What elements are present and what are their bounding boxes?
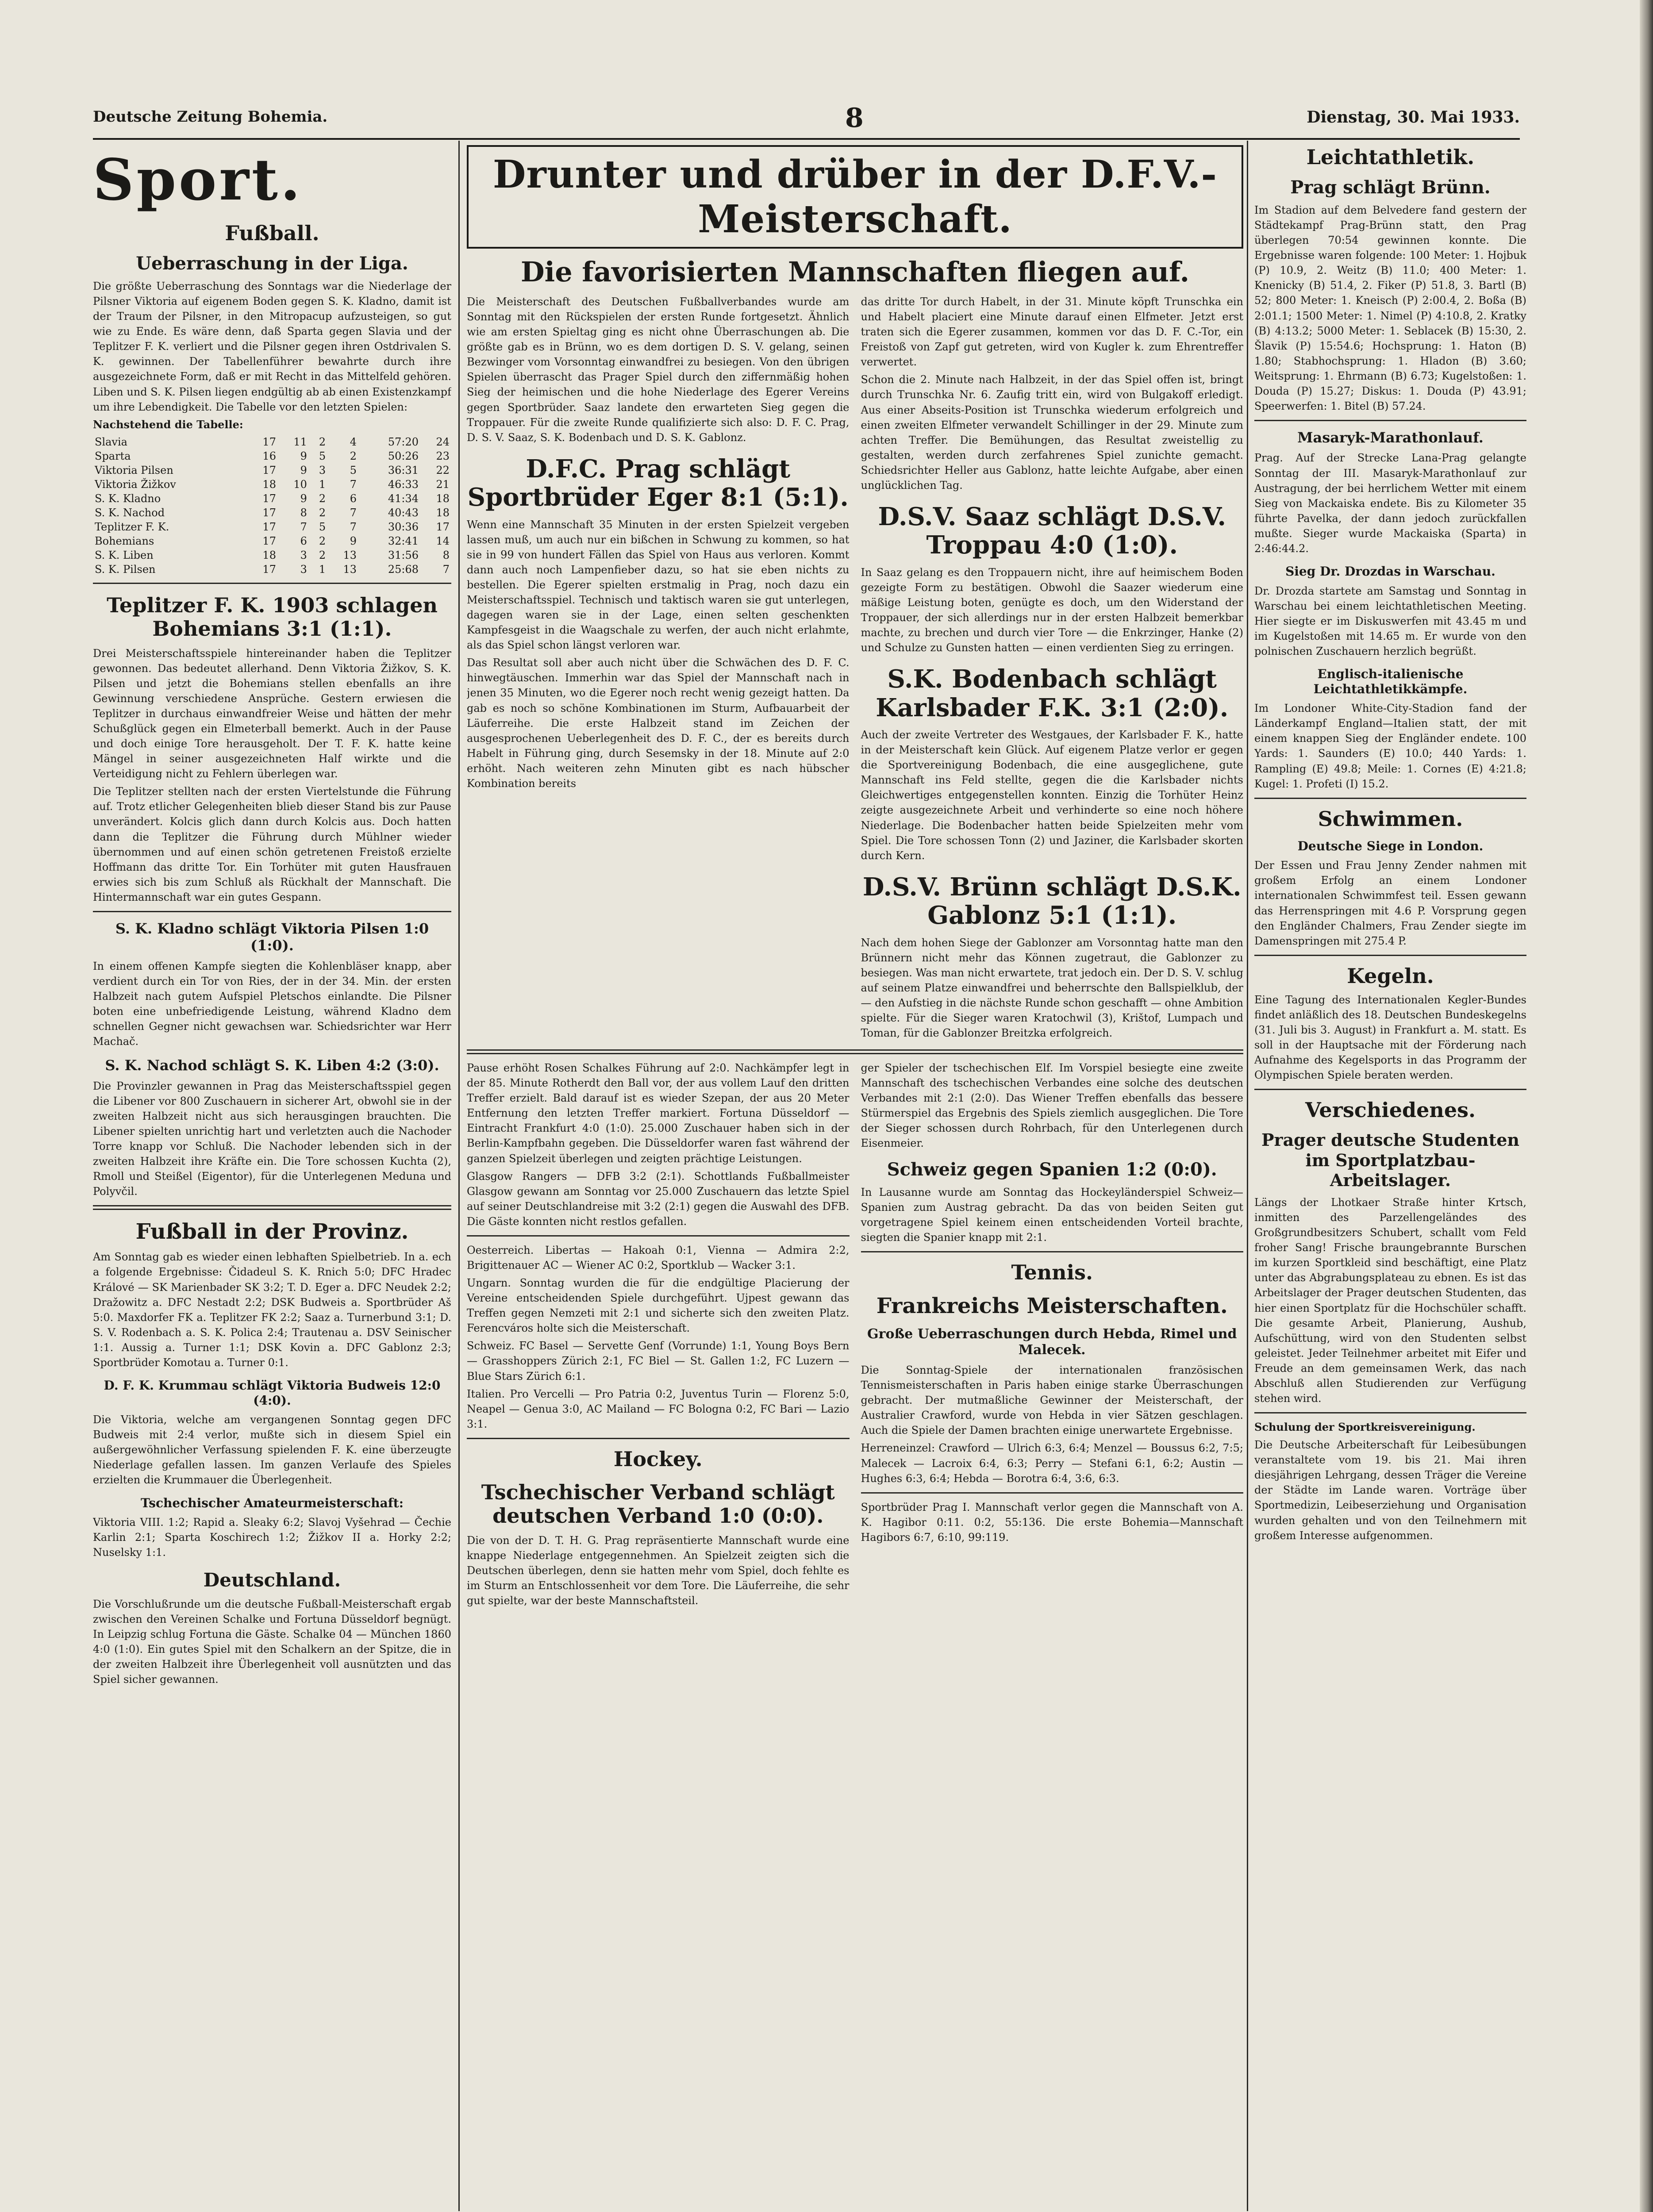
banner-subtitle: Die favorisierten Mannschaften fliegen auf. [520, 256, 1190, 288]
table-cell: 41:34 [388, 492, 419, 505]
school-body: Die Deutsche Arbeiterschaft für Leibesübungen veranstaltete vom 19. bis 21. Mai ihren diesjährigen Lehrgang, dessen Träger die Vereine der Städte im Lande waren. Vorträge über Sportmedizin, Leibeserziehung und Organisation wurden gehalten und von den Teilnehmern mit großem Interesse aufgenommen. [1254, 1439, 1526, 1542]
divider [1254, 955, 1526, 956]
section-title-sport: Sport. [93, 147, 303, 213]
headline-bodenbach: S.K. Bodenbach schlägt Karlsbader F.K. 3:1 (2:0). [876, 664, 1229, 722]
table-cell: 18 [262, 549, 276, 561]
table-cell: 5 [319, 449, 326, 462]
table-cell: 32:41 [388, 534, 419, 547]
divider-double [467, 1049, 1243, 1054]
table-cell: 18 [436, 506, 450, 519]
headline-teplitz: Teplitzer F. K. 1903 schlagen Bohemians 3:1 (1:1). [107, 593, 438, 641]
london-body: Der Essen und Frau Jenny Zender nahmen mit großem Erfolg an einem Londoner internationalen Schwimmfest teil. Essen gewann das Herrenspringen mit 4.6 P. Vorsprung gegen den Engländer Chalmers, Frau Zender siegte im Damenspringen mit 275.4 P. [1254, 859, 1526, 947]
footer-result: Sportbrüder Prag I. Mannschaft verlor gegen die Mannschaft von A. K. Hagibor 0:11. 0:2, 55:136. Die erste Bohemia—Mannschaft Hagibors 6:7, 6:10, 99:119. [861, 1501, 1243, 1544]
bruenn-body: Nach dem hohen Siege der Gablonzer am Vorsonntag hatte man den Brünnern nicht mehr das Können zugetraut, die Gablonzer zu besiegen. Was man nicht erwartete, trat jedoch ein. Der D. S. V. schlug auf seinem Platze einwandfrei und beherrschte den Ballspielklub, der — den Aufstieg in die nächste Runde schon geschafft — ohne Ambition spielte. Für die Sieger waren Kratochwil (3), Krištof, Lumpach und Toman, für die Gablonzer Breitzka erfolgreich. [861, 936, 1243, 1039]
hungary-results: Ungarn. Sonntag wurden die für die endgültige Placierung der Vereine entscheidenden Spiele durchgeführt. Ujpest gewann das Treffen gegen Nemzeti mit 2:1 und sicherte sich den zweiten Platz. Ferencváros holte sich die Meisterschaft. [467, 1277, 850, 1335]
austria-results: Oesterreich. Libertas — Hakoah 0:1, Vienna — Admira 2:2, Brigittenauer AC — Wiener AC 0:2, Sportklub — Wacker 3:1. [467, 1244, 850, 1272]
divider [861, 1251, 1244, 1252]
table-cell: 2 [319, 435, 326, 448]
center-upper-right [861, 294, 1244, 1043]
team-name: S. K. Nachod [95, 506, 165, 519]
table-cell: 22 [436, 464, 450, 476]
center-upper-left [467, 294, 850, 1043]
paper-name: Deutsche Zeitung Bohemia. [93, 108, 328, 126]
table-caption: Nachstehend die Tabelle: [93, 418, 243, 431]
saaz-body: In Saaz gelang es den Troppauern nicht, ihre auf heimischem Boden gezeigte Form zu bestätigen. Obwohl die Saazer wiederum eine mäßige Leistung boten, genügte es doch, um den Widerstand der Troppauer, der sich allerdings nur in der ersten Halbzeit bemerkbar machte, zu brechen und durch vier Tore — die Enkrzinger, Hanke (2) und Schulze zu Gunsten hatten — einen verdienten Sieg zu erringen. [861, 566, 1243, 654]
banner-headline: Drunter und drüber in der D.F.V.-Meisterschaft. [467, 145, 1243, 249]
table-row [93, 435, 451, 449]
table-row [93, 463, 451, 477]
headline-hockey: Tschechischer Verband schlägt deutschen Verband 1:0 (0:0). [481, 1480, 835, 1528]
team-name: S. K. Liben [95, 549, 154, 561]
dfc-body-4: Schon die 2. Minute nach Halbzeit, in der das Spiel offen ist, bringt durch Trunschka Nr. 6. Zaufig tritt ein, wird von Bulgakoff erledigt. Aus einer Abseits-Position ist Trunschka wiederum erfolgreich und einen zweiten Elfmeter verwandelt Schillinger in der 29. Minute zum achten Treffer. Die Bemühungen, das Resultat zweistellig zu gestalten, werden durch zerfahrenes Spiel zunichte gemacht. Schiedsrichter Heller aus Gablonz, hatte leichte Aufgabe, aber einen unglücklichen Tag. [861, 373, 1243, 492]
krummau-body: Die Viktoria, welche am vergangenen Sonntag gegen DFC Budweis mit 2:4 verlor, mußte sich in diesem Spiel ein außergewöhnlicher Verfassung spielenden F. K. eine überzeugte Niederlage gefallen lassen. Im ganzen Verlaufe des Spieles erzielten die Krummauer die Überlegenheit. [93, 1413, 451, 1486]
table-cell: 1 [319, 563, 326, 576]
table-cell: 11 [293, 435, 307, 448]
page-number: 8 [845, 103, 864, 134]
section-swimming: Schwimmen. [1318, 806, 1463, 831]
table-cell: 2 [350, 449, 357, 462]
marathon-body: Prag. Auf der Strecke Lana-Prag gelangte Sonntag der III. Masaryk-Marathonlauf zur Austragung, der bei herrlichem Wetter mit einem Sieg von Mackaiska endete. Bis zu Kilometer 35 führte Pavelka, der dann jedoch zurückfallen mußte. Sieger wurde Mackaiska (Sparta) in 2:46:44.2. [1254, 452, 1526, 555]
team-name: Slavia [95, 435, 127, 448]
column-rule-1 [458, 141, 460, 2211]
dfc-body-3: das dritte Tor durch Habelt, in der 31. Minute köpft Trunschka ein und Habelt placiert eine Minute darauf einen Elfmeter. Jetzt erst traten sich die Egerer zusammen, kommen vor das D. F. C.-Tor, ein Freistoß von Zapf gut getreten, wird von Kugler k. zum Ehrentreffer verwertet. [861, 296, 1243, 369]
center-lower-right [861, 1060, 1244, 1611]
tennis-body: Die Sonntag-Spiele der internationalen französischen Tennismeisterschaften in Paris haben einige starke Überraschungen gebracht. Der mutmaßliche Gewinner der Meisterschaft, der Australier Crawford, wurde von Hebda in vier Sätzen geschlagen. Auch die Spiele der Damen brachten einige unerwartete Ergebnisse. [861, 1364, 1243, 1437]
divider [1254, 1412, 1526, 1413]
table-cell: 8 [442, 549, 450, 561]
headline-kladno: S. K. Kladno schlägt Viktoria Pilsen 1:0 (1:0). [115, 920, 429, 954]
table-cell: 2 [319, 492, 326, 505]
table-cell: 2 [319, 534, 326, 547]
table-cell: 3 [300, 549, 307, 561]
divider [861, 1492, 1244, 1494]
table-cell: 25:68 [388, 563, 419, 576]
headline-amateur: Tschechischer Amateurmeisterschaft: [140, 1495, 404, 1510]
kladno-body: In einem offenen Kampfe siegten die Kohlenbläser knapp, aber verdient durch ein Tor von Ries, der in der 34. Min. der ersten Halbzeit nach gutem Aufspiel Pletschos einlandte. Die Pilsner boten eine unbefriedigende Leistung, während Kladno dem schnellen Gegner nicht gewachsen war. Schiedsrichter war Herr Machač. [93, 960, 451, 1048]
headline-krummau: D. F. K. Krummau schlägt Viktoria Budweis 12:0 (4:0). [104, 1378, 441, 1408]
column-rule-2 [1247, 141, 1248, 2211]
divider [467, 1438, 850, 1439]
table-cell: 7 [350, 520, 357, 533]
headline-students: Prager deutsche Studenten im Sportplatzbau-Arbeitslager. [1261, 1130, 1520, 1190]
left-column [93, 141, 451, 2207]
league-table [93, 435, 451, 576]
table-cell: 6 [300, 534, 307, 547]
center-column [467, 141, 1243, 2211]
table-cell: 6 [350, 492, 357, 505]
headline-bruenn: D.S.V. Brünn schlägt D.S.K. Gablonz 5:1 (1:1). [862, 872, 1242, 930]
table-cell: 5 [319, 520, 326, 533]
table-cell: 50:26 [388, 449, 419, 462]
table-row [93, 506, 451, 520]
table-cell: 9 [300, 449, 307, 462]
headline-warsaw: Sieg Dr. Drozdas in Warschau. [1285, 564, 1495, 579]
liga-intro: Die größte Ueberraschung des Sonntags war die Niederlage der Pilsner Viktoria auf eigenem Boden gegen S. K. Kladno, damit ist der Traum der Pilsner, in den Mitropacup aufzusteigen, so gut wie zu Ende. Es wäre denn, daß Sparta gegen Slavia und der Teplitzer F. K. verliert und die Pilsner gegen ihren Ostdrivalen S. K. gewinnen. Der Tabellenführer bewahrte durch ihre ausgezeichnete Form, daß er mit Recht in das Mittelfeld gehören. Liben und S. K. Pilsen liegen endgültig ab ab einen Existenzkampf um ihre Lebendigkeit. Die Tabelle vor den letzten Spielen: [93, 280, 451, 413]
table-cell: 40:43 [388, 506, 419, 519]
teplitz-body-1: Drei Meisterschaftsspiele hintereinander haben die Teplitzer gewonnen. Das bedeutet allerhand. Denn Viktoria Žižkov, S. K. Pilsen und jetzt die Bohemians stellen ebenfalls an ihre Gewinnung verschiedene Ansprüche. Gestern erwiesen die Teplitzer in durchaus einwandfreier Weise und hätten der mehr Schußglück gegen ein Elmeterball bemerkt. Auch in der Pause und doch einige Tore herausgeholt. Der T. F. K. hatte keine Mängel in seiner ausgezeichneten Half wirkte und die Verteidigung nicht zu Fehlern überlegen war. [93, 647, 451, 780]
table-cell: 17 [262, 520, 276, 533]
team-name: S. K. Kladno [95, 492, 161, 505]
table-cell: 10 [293, 478, 307, 491]
headline-dfc: D.F.C. Prag schlägt Sportbrüder Eger 8:1 (5:1). [467, 454, 849, 512]
table-cell: 17 [262, 534, 276, 547]
table-cell: 2 [319, 549, 326, 561]
table-cell: 17 [262, 506, 276, 519]
italy-results: Italien. Pro Vercelli — Pro Patria 0:2, Juventus Turin — Florenz 5:0, Neapel — Genua 3:0, AC Mailand — FC Bologna 0:2, FC Bari — Lazio 3:1. [467, 1387, 850, 1430]
dfc-body-2: Das Resultat soll aber auch nicht über die Schwächen des D. F. C. hinwegtäuschen. Immerhin war das Spiel der Mannschaft nach in jenen 35 Minuten, wo die Egerer noch recht wenig gezeigt hatten. Da gab es noch so schöne Kombinationen im Sturm, Aufbauarbeit der Läuferreihe. Die erste Halbzeit stand im Zeichen der ausgesprochenen Ueberlegenheit des D. F. C., der es bereits durch Habelt in Führung ging, durch Sesemsky in der 18. Minute auf 2:0 erhöht. Nach weiteren zehn Minuten gibt es nach hübscher Kombination bereits [467, 657, 850, 790]
teplitz-body-2: Die Teplitzer stellten nach der ersten Viertelstunde die Führung auf. Trotz etlicher Gelegenheiten blieb dieser Stand bis zur Pause unverändert. Kolcis glich dann durch Kolcis aus. Doch hatten dann die Teplitzer die Führung durch Mühlner wieder übernommen und auf einen schön getretenen Freistoß erzielte Hoffmann das dritte Tor. Ein Torhüter mit guten Hausfrauen erwies sich bis zum Schluß als Rückhalt der Mannschaft. Die Hintermannschaft war ein gutes Gespann. [93, 785, 451, 903]
team-name: Bohemians [95, 534, 154, 547]
team-name: Viktoria Žižkov [95, 478, 176, 491]
table-row [93, 562, 451, 576]
headline-school: Schulung der Sportkreisvereinigung. [1254, 1421, 1476, 1434]
table-cell: 4 [350, 435, 357, 448]
headline-germany: Deutschland. [203, 1569, 341, 1591]
dfv-lower-b: Glasgow Rangers — DFB 3:2 (2:1). Schottlands Fußballmeister Glasgow gewann am Sonntag vor 25.000 Zuschauern das letzte Spiel auf seiner Deutschlandreise mit 3:2 (2:1) gegen die Auswahl des DFB. Die Gäste konnten nicht restlos gefallen. [467, 1170, 850, 1228]
students-body: Längs der Lhotkaer Straße hinter Krtsch, inmitten des Parzellengeländes des Großgrundbesitzers Schubert, schallt vom Feld froher Sang! Frische braungebrannte Burschen im kurzen Sportkleid sind beschäftigt, eine Platz unter das Abgrabungsplateau zu ebnen. Es ist das Arbeitslager der Prager deutschen Studenten, das hier einen Sportplatz für die Hochschüler schafft. Die gesamte Arbeit, Planierung, Aushub, Aufschüttung, wird von den Studenten selbst geleistet. Jeder Teilnehmer arbeitet mit Eifer und Freude an dem gemeinsamen Werk, das nach Abschluß allen Studierenden zur Verfügung stehen wird. [1254, 1196, 1526, 1405]
headline-liga: Ueberraschung in der Liga. [136, 253, 408, 274]
table-cell: 7 [350, 506, 357, 519]
table-cell: 7 [350, 478, 357, 491]
table-row [93, 534, 451, 548]
divider [1254, 798, 1526, 799]
hockey-continued: ger Spieler der tschechischen Elf. Im Vorspiel besiegte eine zweite Mannschaft des tschechischen Verbandes eine solche des deutschen Verbandes mit 2:1 (2:0). Das Wiener Treffen ebenfalls das bessere Stürmerspiel das Ergebnis des Spiels ziemlich ausgeglichen. Die Tore der Sieger schossen durch Rohrbach, für den Unterlegenen durch Eisenmeier. [861, 1062, 1243, 1150]
divider [93, 911, 451, 912]
divider [1254, 1089, 1526, 1090]
headline-brno: Prag schlägt Brünn. [1290, 177, 1491, 198]
headline-nachod: S. K. Nachod schlägt S. K. Liben 4:2 (3:0). [105, 1057, 439, 1074]
table-cell: 13 [343, 549, 357, 561]
provinz-body: Am Sonntag gab es wieder einen lebhaften Spielbetrieb. In a. ech a folgende Ergebnisse: Čidadeul S. K. Rnich 5:0; DFC Hradec Králové — SK Marienbader SK 3:2; T. D. Eger a. DFC Neudek 2:2; Dražowitz a. DFC Nestadt 2:2; DSK Budweis a. Sportbrüder Aš 5:0. Maxdorfer FK a. Teplitzer FK 2:2; Saaz a. Turnerbund 3:1; D. S. V. Rodenbach a. S. K. Polica 2:4; Trautenau a. DSV Seinischer 1:1. Aussig a. Turner 1:1; DSK Kovin a. DFC Gablonz 2:3; Sportbrüder Komotau a. Turner 0:1. [93, 1251, 451, 1369]
team-name: Viktoria Pilsen [95, 464, 173, 476]
table-cell: 14 [436, 534, 450, 547]
table-cell: 23 [436, 449, 450, 462]
headline-swiss-spain: Schweiz gegen Spanien 1:2 (0:0). [887, 1159, 1217, 1180]
table-cell: 18 [262, 478, 276, 491]
page-header [93, 103, 1520, 140]
table-cell: 36:31 [388, 464, 419, 476]
headline-tennis: Frankreichs Meisterschaften. [876, 1293, 1228, 1318]
table-cell: 16 [262, 449, 276, 462]
table-cell: 9 [350, 534, 357, 547]
headline-london: Deutsche Siege in London. [1297, 838, 1484, 853]
table-row [93, 520, 451, 534]
table-cell: 31:56 [388, 549, 419, 561]
dfc-body-1: Wenn eine Mannschaft 35 Minuten in der ersten Spielzeit vergeben lassen muß, um auch nur ein bißchen in Schwung zu kommen, so hat sie in 99 von hundert Fällen das Spiel von Haus aus verloren. Kommt dann auch noch Lampenfieber dazu, so hat sie eben nichts zu bestellen. Die Egerer spielten erstmalig in Prag, noch dazu ein Meisterschaftsspiel. Technisch und taktisch waren sie gut unterlegen, dagegen waren sie in der Lage, einen selten geschenkten Kampfesgeist in die Waagschale zu werfen, der auch nicht erlahmte, als das Spiel schon längst verloren war. [467, 518, 850, 652]
center-lower-left [467, 1060, 850, 1611]
table-cell: 17 [262, 464, 276, 476]
divider [93, 583, 451, 584]
table-cell: 17 [262, 435, 276, 448]
table-cell: 17 [436, 520, 450, 533]
table-cell: 7 [442, 563, 450, 576]
nachod-body: Die Provinzler gewannen in Prag das Meisterschaftsspiel gegen die Libener vor 800 Zuschauern in sicherer Art, obwohl sie in der zweiten Halbzeit nicht aus sich herausgingen brauchten. Die Libener spielten unrichtig hart und verletzten auch die Nachoder Torre knapp vor Schluß. Die Nachoder lebenden sich in der zweiten Halbzeit ihre Kräfte ein. Die Tore schossen Kuchta (2), Rmoll und Steißel (Eigentor), für die Unterlegenen Meduna und Polyvčil. [93, 1079, 451, 1198]
table-cell: 9 [300, 464, 307, 476]
swiss-results: Schweiz. FC Basel — Servette Genf (Vorrunde) 1:1, Young Boys Bern — Grasshoppers Zürich 2:1, FC Biel — St. Gallen 1:2, FC Luzern — Blue Stars Zürich 6:1. [467, 1340, 850, 1382]
table-row [93, 548, 451, 562]
swiss-spain-body: In Lausanne wurde am Sonntag das Hockeyländerspiel Schweiz—Spanien zum Austrag gebracht. Da das von beiden Seiten gut vorgetragene Spiel keinem einen entscheidenden Vorteil brachte, siegten die Spanier knapp mit 2:1. [861, 1186, 1243, 1244]
table-cell: 2 [319, 506, 326, 519]
table-cell: 46:33 [388, 478, 419, 491]
bodenbach-body: Auch der zweite Vertreter des Westgaues, der Karlsbader F. K., hatte in der Meisterschaft kein Glück. Auf eigenem Platze verlor er gegen die Sportvereinigung Bodenbach, die eine ausgeglichene, gute Mannschaft ins Feld stellte, gegen die die Karlsbader nichts Gleichwertiges entgegenstellen konnten. Einzig die Torhüter Heinz zeigte ausgezeichnete Arbeit und verhinderte so eine noch höhere Niederlage. Die Bodenbacher hatten beide Spielzeiten mehr vom Spiel. Die Tore schossen Tonn (2) und Jaziner, die Karlsbader skorten durch Kern. [861, 729, 1243, 862]
dfv-lower-a: Pause erhöht Rosen Schalkes Führung auf 2:0. Nachkämpfer legt in der 85. Minute Rotherdt den Ball vor, der aus vollem Lauf den dritten Treffer erzielt. Bald darauf ist es wieder Szepan, der aus 20 Meter Entfernung den letzten Treffer markiert. Fortuna Düsseldorf — Eintracht Frankfurt 4:0 (1:0). 25.000 Zuschauer haben sich in der Berlin-Kampfbahn gegeben. Die Düsseldorfer waren fast während der ganzen Spielzeit überlegen und zeigten prächtige Leistungen. [467, 1062, 850, 1165]
tennis-subheadline: Große Ueberraschungen durch Hebda, Rimel und Malecek. [867, 1326, 1237, 1358]
warsaw-body: Dr. Drozda startete am Samstag und Sonntag in Warschau bei einem leichtathletischen Meeting. Hier siegte er im Diskuswerfen mit 43.45 m und im Kugelstoßen mit 14.65 m. Er wurde von den polnischen Zuschauern herzlich begrüßt. [1254, 584, 1526, 657]
bowling-body: Eine Tagung des Internationalen Kegler-Bundes findet anläßlich des 18. Deutschen Bundeskegelns (31. Juli bis 3. August) in Frankfurt a. M. statt. Es soll in der Hauptsache mit der Förderung nach Aufnahme des Kegelsports in das Programm der Olympischen Spiele beraten werden. [1254, 993, 1526, 1082]
amateur-body: Viktoria VIII. 1:2; Rapid a. Sleaky 6:2; Slavoj Vyšehrad — Čechie Karlin 2:1; Sparta Koschirech 1:2; Žižkov II a. Horky 2:2; Nuselsky 1:1. [93, 1516, 451, 1559]
headline-english: Englisch-italienische Leichtathletikkämpfe. [1313, 667, 1468, 696]
table-cell: 7 [300, 520, 307, 533]
divider [1254, 420, 1526, 421]
center-upper [467, 294, 1243, 1043]
table-cell: 21 [436, 478, 450, 491]
tennis-results: Herreneinzel: Crawford — Ulrich 6:3, 6:4; Menzel — Boussus 6:2, 7:5; Malecek — Lacroix 6:4, 6:3; Perry — Stefani 6:1, 6:2; Austin — Hughes 6:3, 6:4; Hebda — Borotra 6:4, 3:6, 6:3. [861, 1442, 1243, 1485]
table-row [93, 477, 451, 492]
table-cell: 30:36 [388, 520, 419, 533]
section-bowling: Kegeln. [1347, 964, 1434, 988]
brno-body: Im Stadion auf dem Belvedere fand gestern der Städtekampf Prag-Brünn statt, den Prag überlegen 70:54 gewinnen konnte. Die Ergebnisse waren folgende: 100 Meter: 1. Hojbuk (P) 10.9, 2. Weitz (B) 11.0; 400 Meter: 1. Knenicky (B) 51.4, 2. Fiker (P) 51.8, 3. Bartl (B) 52; 800 Meter: 1. Kneisch (P) 2:00.4, 2. Boßa (B) 2:01.1; 1500 Meter: 1. Nimel (P) 4:10.8, 2. Kratky (B) 4:13.2; 5000 Meter: 1. Seblacek (B) 15:30, 2. Šlavik (P) 15:54.6; Hochsprung: 1. Haton (B) 1.80; Stabhochsprung: 1. Hladon (B) 3.60; Weitsprung: 1. Ehrmann (B) 6.73; Kugelstoßen: 1. Douda (P) 15.27; Diskus: 1. Douda (P) 43.91; Speerwerfen: 1. Bitel (B) 57.24. [1254, 204, 1526, 413]
table-cell: 24 [436, 435, 450, 448]
table-cell: 3 [319, 464, 326, 476]
table-row [93, 492, 451, 506]
english-body: Im Londoner White-City-Stadion fand der Länderkampf England—Italien statt, der mit einem knappen Sieg der Engländer endete. 100 Yards: 1. Saunders (E) 10.0; 440 Yards: 1. Rampling (E) 49.8; Meile: 1. Cornes (E) 4:21.8; Kugel: 1. Profeti (I) 15.2. [1254, 702, 1526, 790]
hockey-body: Die von der D. T. H. G. Prag repräsentierte Mannschaft wurde eine knappe Niederlage entgegennehmen. An Spielzeit zeigten sich die Deutschen überlegen, denn sie hatten mehr vom Spiel, doch fehlte es im Sturm an Entschlossenheit vor dem Tore. Die Läuferreihe, die sehr gut spielte, war der beste Mannschaftsteil. [467, 1534, 850, 1607]
center-lower [467, 1060, 1243, 1611]
divider [467, 1235, 850, 1237]
germany-body: Die Vorschlußrunde um die deutsche Fußball-Meisterschaft ergab zwischen den Vereinen Schalke und Fortuna Düsseldorf begnügt. In Leipzig schlug Fortuna die Gäste. Schalke 04 — München 1860 4:0 (1:0). Ein gutes Spiel mit den Schalkern an der Spitze, die in der zweiten Halbzeit ihre Überlegenheit voll ausnützten und das Spiel sicher gewannen. [93, 1598, 451, 1686]
section-hockey: Hockey. [613, 1447, 703, 1471]
team-name: S. K. Pilsen [95, 563, 156, 576]
team-name: Teplitzer F. K. [95, 520, 169, 533]
headline-provinz: Fußball in der Provinz. [135, 1219, 409, 1244]
table-cell: 57:20 [388, 435, 419, 448]
table-cell: 9 [300, 492, 307, 505]
table-cell: 17 [262, 563, 276, 576]
table-cell: 18 [436, 492, 450, 505]
section-football: Fußball. [225, 221, 319, 245]
table-cell: 17 [262, 492, 276, 505]
section-tennis: Tennis. [1011, 1260, 1093, 1284]
table-cell: 5 [350, 464, 357, 476]
dfv-intro: Die Meisterschaft des Deutschen Fußballverbandes wurde am Sonntag mit den Rückspielen der ersten Runde fortgesetzt. Ähnlich wie am ersten Spieltag ging es nicht ohne Überraschungen ab. Die größte gab es in Brünn, wo es dem dortigen D. S. V. gelang, seinen Bezwinger vom Vorsonntag einwandfrei zu besiegen. Von den übrigen Spielen überrascht das Prager Spiel durch den ziffernmäßig hohen Sieg der heimischen und die hohe Niederlage des Egerer Vereins gegen Sportbrüder. Saaz landete den erwarteten Sieg gegen die Troppauer. Für die zweite Runde qualifizierte sich also: D. F. C. Prag, D. S. V. Saaz, S. K. Bodenbach und D. S. K. Gablonz. [467, 296, 850, 444]
right-column [1254, 141, 1526, 2207]
headline-saaz: D.S.V. Saaz schlägt D.S.V. Troppau 4:0 (1:0). [878, 502, 1226, 560]
team-name: Sparta [95, 449, 131, 462]
table-cell: 3 [300, 563, 307, 576]
issue-date: Dienstag, 30. Mai 1933. [1307, 108, 1520, 127]
table-cell: 1 [319, 478, 326, 491]
section-athletics: Leichtathletik. [1306, 145, 1475, 169]
divider-double [93, 1205, 451, 1210]
table-cell: 13 [343, 563, 357, 576]
table-cell: 8 [300, 506, 307, 519]
section-misc: Verschiedenes. [1305, 1098, 1476, 1122]
binding-shadow [1640, 0, 1653, 2212]
table-row [93, 449, 451, 463]
headline-marathon: Masaryk-Marathonlauf. [1297, 429, 1484, 446]
